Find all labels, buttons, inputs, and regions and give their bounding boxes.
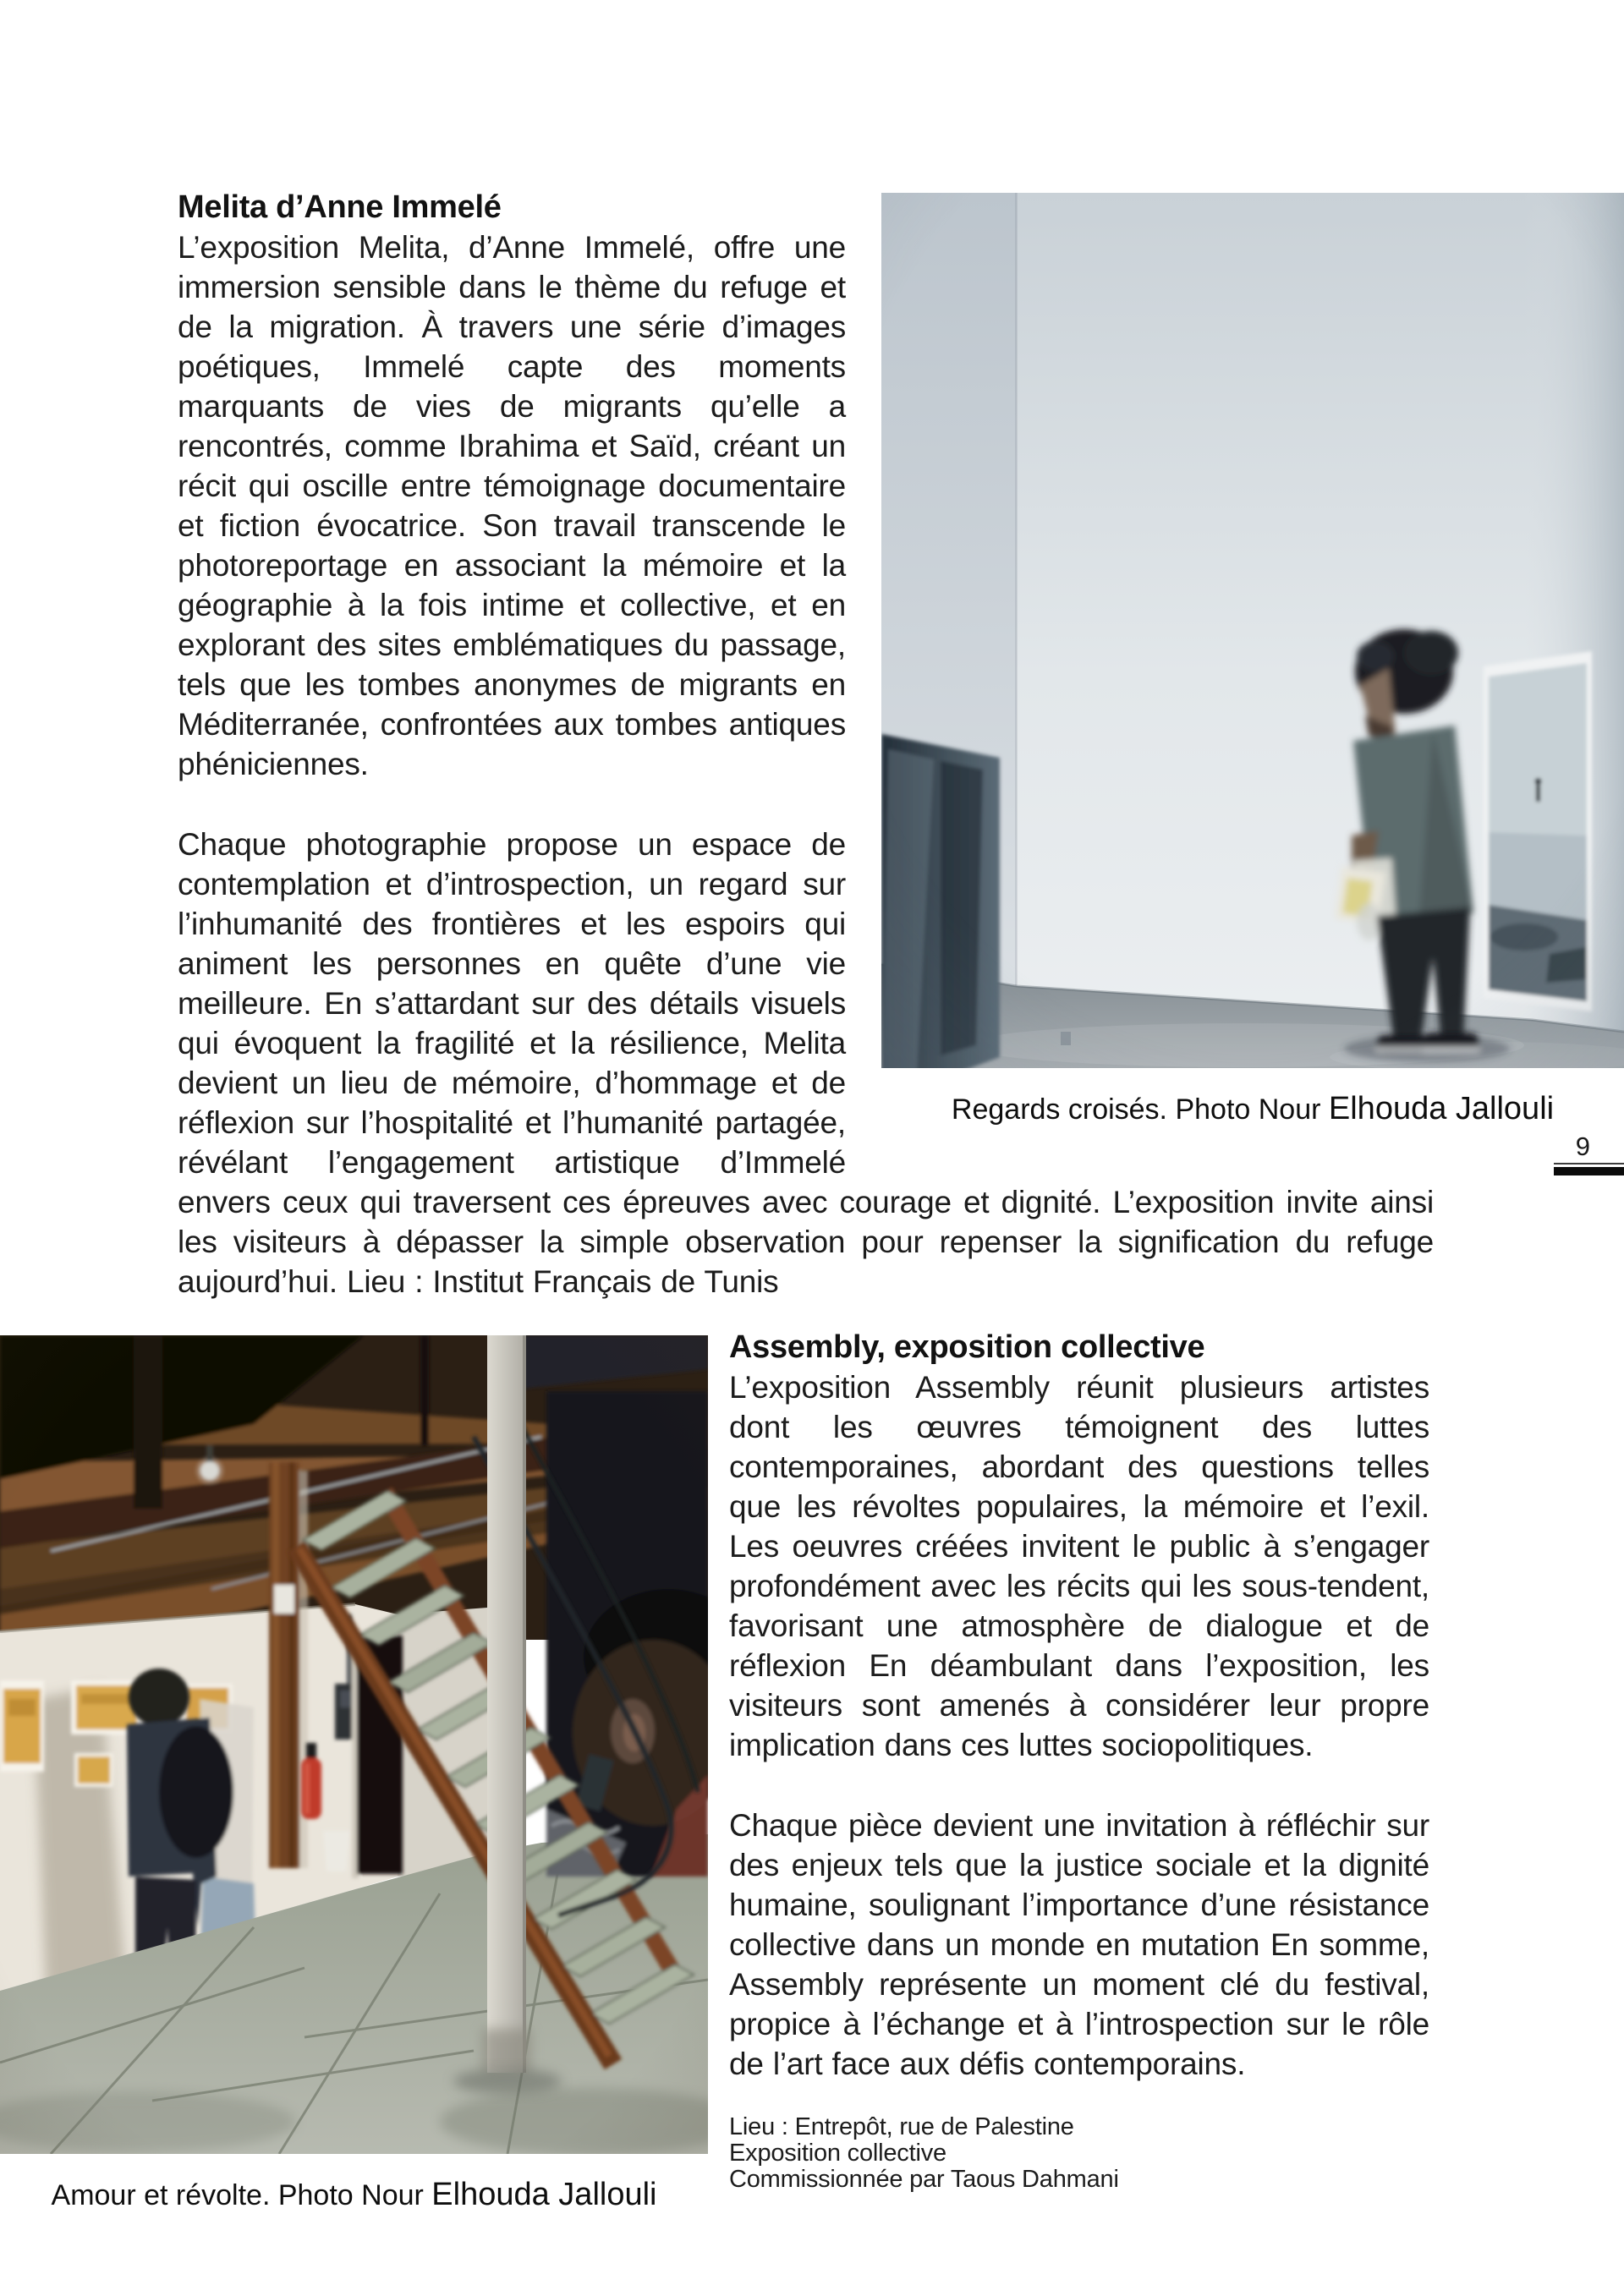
- assembly-paragraph-2: Chaque pièce devient une invitation à réfléchir sur des enjeux tels que la justice sociale et la dignité humaine, soulignant l’importance d’une résistance collective dans un monde en mutation En somme, Assembly représente un moment clé du festival, propice à l’échange et à l’introspection sur le rôle de l’art face aux défis contemporains.: [729, 1808, 1429, 2081]
- warehouse-photo: [0, 1335, 708, 2154]
- melita-paragraph-2: Chaque photographie propose un espace de contemplation et d’introspection, un regard sur l’inhumanité des frontières et les espoirs qui animent les personnes en quête d’une vie meilleure. En s’attardant sur des détails visuels qui évoquent la fragilité et la résilience, Melita devient un lieu de mémoire, d’hommage et de réflexion sur l’hospitalité et l’humanité partagée, révélant l’engagement artistique d’Immelé envers ceux qui traversent ces épreuves avec courage et dignité. L’exposition invite ainsi les visiteurs à dépasser la simple observation pour repenser la signification du refuge aujourd’hui. Lieu : Institut Français de Tunis: [178, 827, 1434, 1299]
- caption-text: Amour et révolte. Photo Nour: [51, 2179, 432, 2211]
- melita-photo-figure: [881, 193, 1624, 1175]
- page-number: 9: [1575, 1132, 1590, 1161]
- section-assembly: [0, 1328, 1624, 2212]
- assembly-photo-caption: [0, 2176, 708, 2214]
- detail-type: Exposition collective: [729, 2140, 946, 2167]
- melita-heading: Melita d’Anne Immelé: [178, 189, 502, 225]
- caption-photographer-name: Elhouda Jallouli: [1328, 1091, 1555, 1126]
- assembly-heading: Assembly, exposition collective: [729, 1329, 1205, 1365]
- detail-location: Lieu : Entrepôt, rue de Palestine: [729, 2113, 1074, 2140]
- assembly-paragraph-1: L’exposition Assembly réunit plusieurs artistes dont les œuvres témoignent des luttes contemporaines, abordant des questions telles que les révoltes populaires, la mémoire et l’exil. Les oeuvres créées invitent le public à s’engager profondément avec les récits qui les sous-tendent, favorisant une atmosphère de dialogue et de réflexion En déambulant dans l’exposition, les visiteurs sont amenés à considérer leur propre implication dans ces luttes sociopolitiques.: [729, 1370, 1429, 1762]
- gallery-photo: [881, 193, 1624, 1068]
- caption-photographer-name: Elhouda Jallouli: [431, 2177, 657, 2212]
- melita-paragraph-1: L’exposition Melita, d’Anne Immelé, offre une immersion sensible dans le thème du refuge et de la migration. À travers une série d’images poétiques, Immelé capte des moments marquants de vies de migrants qu’elle a rencontrés, comme Ibrahima et Saïd, créant un récit qui oscille entre témoignage documentaire et fiction évocatrice. Son travail transcende le photoreportage en associant la mémoire et la géographie à la fois intime et collective, et en explorant des sites emblématiques du passage, tels que les tombes anonymes de migrants en Méditerranée, confrontées aux tombes antiques phéniciennes.: [178, 230, 846, 781]
- page-number-block: [881, 1133, 1624, 1175]
- detail-curator: Commissionnée par Taous Dahmani: [729, 2166, 1119, 2193]
- page-number-rule: [1554, 1163, 1624, 1175]
- caption-text: Regards croisés. Photo Nour: [951, 1093, 1329, 1126]
- melita-photo-caption: [881, 1090, 1624, 1128]
- assembly-photo-figure: [0, 1335, 708, 2214]
